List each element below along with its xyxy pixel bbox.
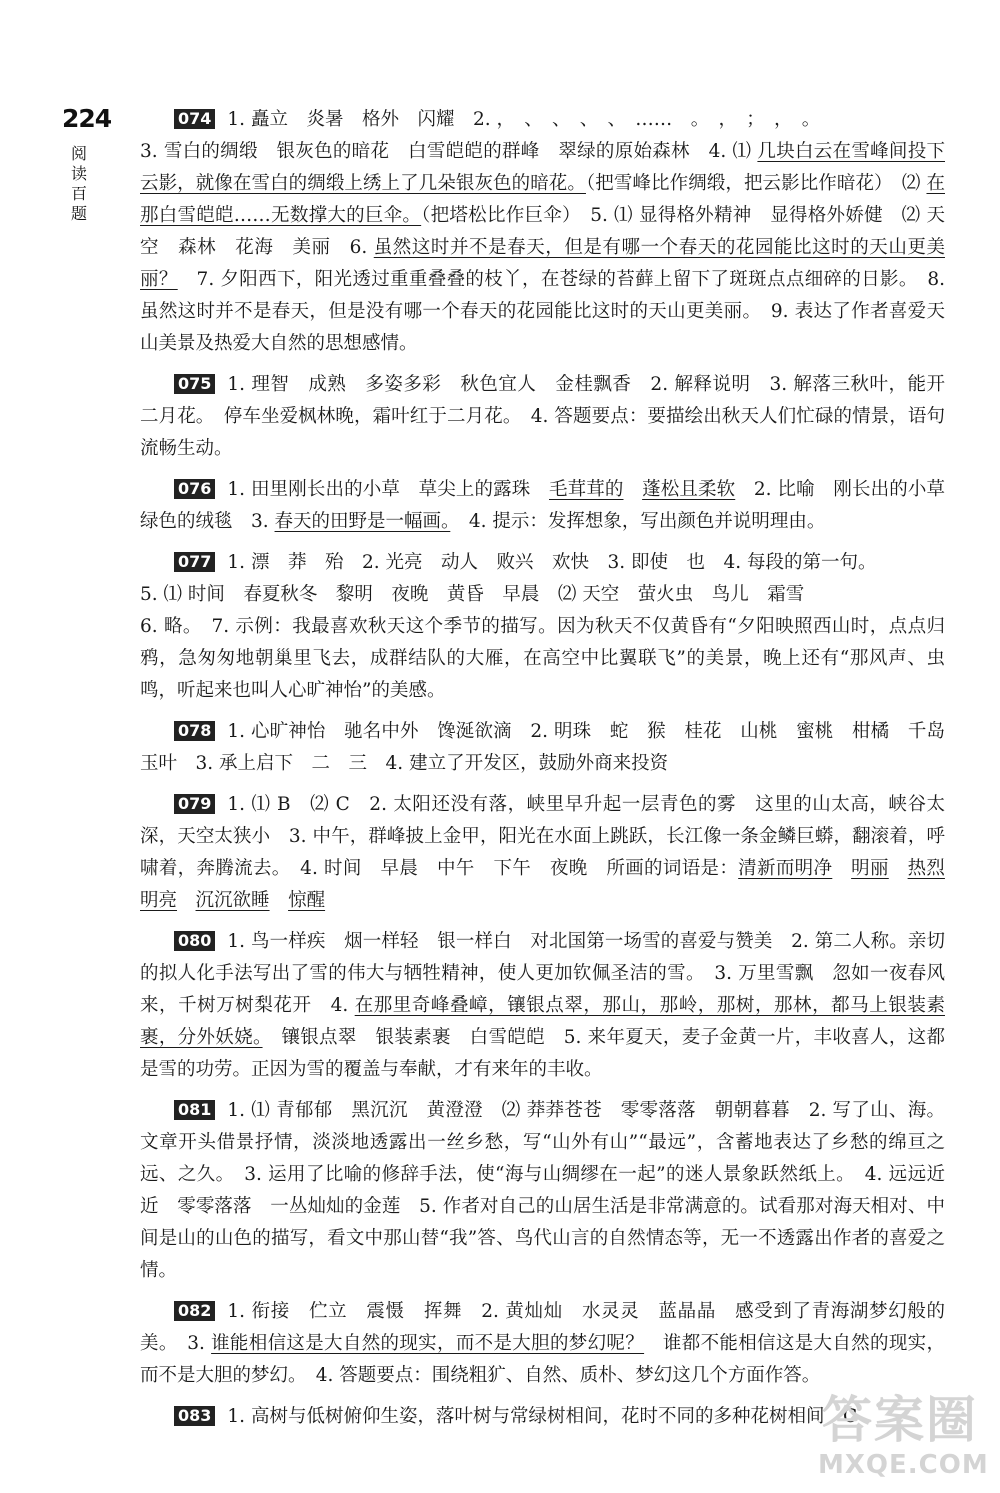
question-number-badge: 074 <box>174 109 215 129</box>
page-number: 224 <box>62 104 112 133</box>
answer-entry <box>140 716 945 780</box>
watermark <box>818 1380 989 1490</box>
answer-text: 谁都不能相信这是大自然的现实，而不是大胆的梦幻。 4. 答题要点：围绕粗犷、自然、质朴、梦幻这几个方面作答。 <box>140 1333 945 1386</box>
answer-text: 3. 雪白的绸缎 银灰色的暗花 白雪皑皑的群峰 翠绿的原始森林 4. ⑴ <box>140 141 758 162</box>
answer-text: 1. 田里刚长出的小草 草尖上的露珠 <box>227 479 549 500</box>
answer-entry <box>140 547 945 707</box>
answer-text: 5. ⑴ 时间 春夏秋冬 黎明 夜晚 黄昏 早晨 ⑵ 天空 萤火虫 鸟儿 霜雪 <box>140 584 805 605</box>
underlined-answer-text: 春天的田野是一幅画。 <box>274 511 451 532</box>
answer-text: 1. 心旷神怡 驰名中外 馋涎欲滴 2. 明珠 蛇 猴 桂花 山桃 蜜桃 柑橘 千岛玉叶 3. 承上启下 二 三 4. 建立了开发区，鼓励外商来投资 <box>140 721 945 774</box>
watermark-logo: 答案圈 <box>822 1391 978 1449</box>
watermark-url: MXQE.COM <box>818 1450 989 1480</box>
answer-text: 镶银点翠 银装素裹 白雪皑皑 5. 来年夏天，麦子金黄一片，丰收喜人，这都是雪的功劳。正因为雪的覆盖与奉献，才有来年的丰收。 <box>140 1027 945 1080</box>
question-number-badge: 076 <box>174 479 215 499</box>
answer-text: 4. 提示：发挥想象，写出颜色并说明理由。 <box>450 511 826 532</box>
underlined-answer-text: 谁能相信这是大自然的现实，而不是大胆的梦幻呢？ <box>211 1333 645 1354</box>
question-number-badge: 080 <box>174 931 215 951</box>
answer-entry <box>140 104 945 360</box>
underlined-answer-text: 毛茸茸的 <box>549 479 624 500</box>
answer-text: 2. 比喻 刚长出的小草 绿色的绒毯 3. <box>140 479 964 532</box>
answer-text: （把雪峰比作绸缎，把云影比作暗花） ⑵ <box>585 173 927 194</box>
answer-list <box>140 104 964 1442</box>
answer-text <box>889 858 908 879</box>
question-number-badge: 078 <box>174 721 215 741</box>
answer-text <box>832 858 851 879</box>
underlined-answer-text: 几块白云在雪峰间投下云影，就像在雪白的绸缎上绣上了几朵银灰色的暗花。 <box>140 141 945 194</box>
question-number-badge: 083 <box>174 1406 215 1426</box>
section-title-char: 题 <box>70 204 87 223</box>
answer-text: 1. ⑴ 青郁郁 黑沉沉 黄澄澄 ⑵ 莽莽苍苍 零零落落 朝朝暮暮 2. 写了山、海。文章开头借景抒情，淡淡地透露出一丝乡愁，写“山外有山”“最远”，含蓄地表达了乡愁的绵亘之远、之久。 3. 运用了比喻的修辞手法，使“海与山绸缪在一起”的迷人景象跃然纸上。 4. 远远近近 零零落落 一丛灿灿的金莲 5. 作者对自己的山居生活是非常满意的。试看那对海天相对、中间是山的山色的描写，看文中那山替“我”答、鸟代山言的自然情态等，无一不透露出作者的喜爱之情。 <box>140 1100 945 1281</box>
answer-text: 7. 夕阳西下，阳光透过重重叠叠的枝丫，在苍绿的苔藓上留下了斑斑点点细碎的日影。 8. 虽然这时并不是春天，但是没有哪一个春天的花园能比这时的天山更美丽。 9. 表达了作者喜爱天山美景及热爱大自然的思想感情。 <box>140 269 945 354</box>
answer-text: 1. 鸟一样疾 烟一样轻 银一样白 对北国第一场雪的喜爱与赞美 2. 第二人称。亲切的拟人化手法写出了雪的伟大与牺牲精神，使人更加钦佩圣洁的雪。 3. 万里雪飘 忽如一夜春风来，千树万树梨花开 4. <box>140 931 945 1016</box>
underlined-answer-text: 在那白雪皑皑……无数撑大的巨伞。 <box>140 173 945 226</box>
underlined-answer-text: 惊醒 <box>288 890 326 911</box>
underlined-answer-text: 在那里奇峰叠嶂，镶银点翠，那山，那岭，那树，那林，都马上银装素裹，分外妖娆。 <box>140 995 945 1048</box>
answer-text: 1. ⑴ B ⑵ C 2. 太阳还没有落，峡里早升起一层青色的雾 这里的山太高，峡谷太深，天空太狭小 3. 中午，群峰披上金甲，阳光在水面上跳跃，长江像一条金鳞巨蟒，翻滚着，呼啸着，奔腾流去。 4. 时间 早晨 中午 下午 夜晚 所画的词语是： <box>140 794 945 879</box>
answer-text: 1. 高树与低树俯仰生姿，落叶树与常绿树相间，花时不同的多种花树相间 C <box>227 1406 858 1427</box>
underlined-answer-text: 明丽 <box>851 858 889 879</box>
answer-text <box>945 858 964 879</box>
answer-entry <box>140 369 945 465</box>
answer-text <box>623 479 642 500</box>
question-number-badge: 081 <box>174 1100 215 1120</box>
underlined-answer-text: 清新而明净 <box>738 858 833 879</box>
answer-text: 1. 矗立 炎暑 格外 闪耀 2. ， 、 、 、 、 …… 。 ， ； ， 。 <box>227 109 821 130</box>
question-number-badge: 079 <box>174 794 215 814</box>
section-title-char: 阅 <box>70 144 87 163</box>
question-number-badge: 082 <box>174 1301 215 1321</box>
section-title-char: 百 <box>70 184 87 203</box>
answer-text: 6. 略。 7. 示例：我最喜欢秋天这个季节的描写。因为秋天不仅黄昏有“夕阳映照西山时，点点归鸦，急匆匆地朝巢里飞去，成群结队的大雁，在高空中比翼联飞”的美景，晚上还有“那风声、虫鸣，听起来也叫人心旷神怡”的美感。 <box>140 616 945 701</box>
answer-entry <box>140 474 964 538</box>
answer-entry <box>140 926 945 1086</box>
underlined-answer-text: 沉沉欲睡 <box>195 890 270 911</box>
answer-text: 1. 理智 成熟 多姿多彩 秋色宜人 金桂飘香 2. 解释说明 3. 解落三秋叶，能开二月花。 停车坐爱枫林晚，霜叶红于二月花。 4. 答题要点：要描绘出秋天人们忙碌的情景，语句流畅生动。 <box>140 374 945 459</box>
answer-entry <box>140 1095 945 1287</box>
answer-text: 1. 衔接 伫立 震慑 挥舞 2. 黄灿灿 水灵灵 蓝晶晶 感受到了青海湖梦幻般的美。 3. <box>140 1301 945 1354</box>
underlined-answer-text: 热烈 <box>907 858 945 879</box>
question-number-badge: 075 <box>174 374 215 394</box>
answer-text: （把塔松比作巨伞） 5. ⑴ 显得格外精神 显得格外娇健 ⑵ 天空 森林 花海 美丽 6. <box>140 205 945 258</box>
underlined-answer-text: 虽然这时并不是春天，但是有哪一个春天的花园能比这时的天山更美丽？ <box>140 237 945 290</box>
answer-text <box>270 890 289 911</box>
answer-text <box>177 890 196 911</box>
question-number-badge: 077 <box>174 552 215 572</box>
answer-entry <box>140 789 945 917</box>
underlined-answer-text: 明亮 <box>140 890 178 911</box>
underlined-answer-text: 蓬松且柔软 <box>642 479 736 500</box>
answer-entry <box>140 1296 945 1392</box>
answer-text: 1. 漂 莽 殆 2. 光亮 动人 败兴 欢快 3. 即使 也 4. 每段的第一句。 <box>227 552 877 573</box>
section-title-char: 读 <box>70 164 87 183</box>
section-title <box>68 144 90 224</box>
